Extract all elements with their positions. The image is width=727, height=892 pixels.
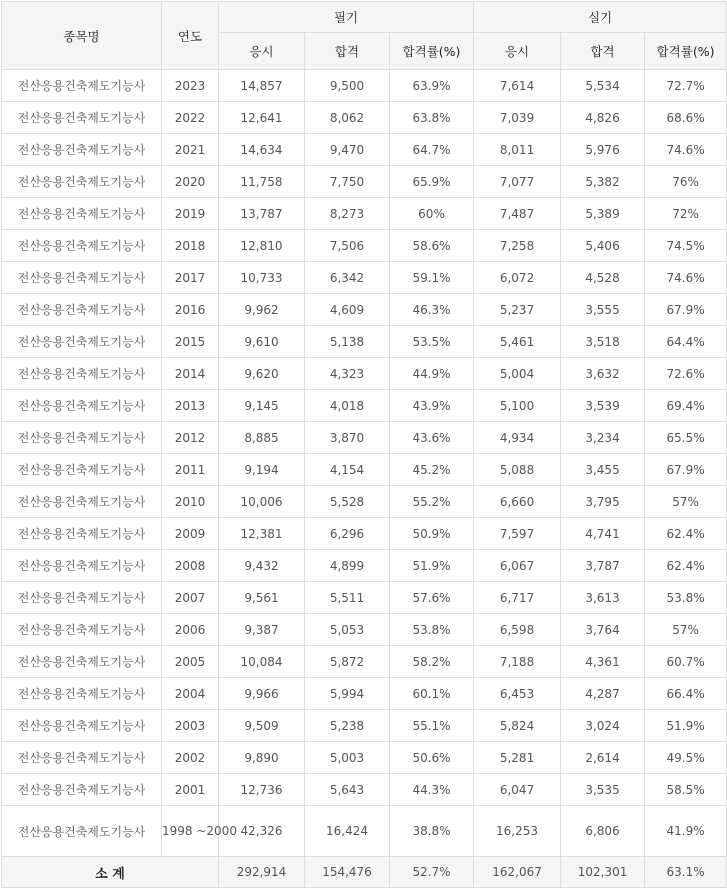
- cell-subject-name: 전산응용건축제도기능사: [2, 134, 162, 166]
- cell-year: 1998 ~2000: [162, 806, 219, 857]
- cell-written-applicants: 9,890: [219, 742, 305, 774]
- cell-written-passed: 5,528: [305, 486, 390, 518]
- cell-practical-rate: 66.4%: [645, 678, 727, 710]
- cell-written-applicants: 12,381: [219, 518, 305, 550]
- cell-practical-applicants: 6,660: [474, 486, 561, 518]
- cell-subject-name: 전산응용건축제도기능사: [2, 582, 162, 614]
- cell-practical-applicants: 16,253: [474, 806, 561, 857]
- table-row: [2, 550, 727, 582]
- cell-practical-rate: 41.9%: [645, 806, 727, 857]
- header-practical-passed: 합격: [561, 33, 645, 70]
- cell-written-applicants: 9,194: [219, 454, 305, 486]
- cell-written-rate: 46.3%: [390, 294, 474, 326]
- cell-subject-name: 전산응용건축제도기능사: [2, 70, 162, 102]
- cell-subject-name: 전산응용건축제도기능사: [2, 326, 162, 358]
- cell-written-applicants: 14,634: [219, 134, 305, 166]
- cell-practical-applicants: 6,072: [474, 262, 561, 294]
- cell-subject-name: 전산응용건축제도기능사: [2, 230, 162, 262]
- cell-practical-passed: 3,024: [561, 710, 645, 742]
- cell-written-passed: 8,273: [305, 198, 390, 230]
- cell-practical-rate: 67.9%: [645, 294, 727, 326]
- cell-practical-passed: 3,539: [561, 390, 645, 422]
- cell-practical-rate: 62.4%: [645, 518, 727, 550]
- cell-written-rate: 58.2%: [390, 646, 474, 678]
- cell-subject-name: 전산응용건축제도기능사: [2, 710, 162, 742]
- cell-written-passed: 4,018: [305, 390, 390, 422]
- cell-practical-applicants: 5,281: [474, 742, 561, 774]
- table-row: [2, 710, 727, 742]
- cell-year: 2007: [162, 582, 219, 614]
- cell-practical-applicants: 8,011: [474, 134, 561, 166]
- cell-practical-rate: 69.4%: [645, 390, 727, 422]
- cell-practical-applicants: 7,188: [474, 646, 561, 678]
- cell-practical-passed: 3,234: [561, 422, 645, 454]
- cell-written-applicants: 9,962: [219, 294, 305, 326]
- cell-year: 2020: [162, 166, 219, 198]
- cell-practical-rate: 76%: [645, 166, 727, 198]
- cell-practical-applicants: 4,934: [474, 422, 561, 454]
- cell-practical-rate: 74.6%: [645, 262, 727, 294]
- cell-written-applicants: 9,620: [219, 358, 305, 390]
- cell-written-applicants: 9,387: [219, 614, 305, 646]
- cell-practical-rate: 62.4%: [645, 550, 727, 582]
- cell-practical-applicants: 6,047: [474, 774, 561, 806]
- cell-practical-passed: 3,764: [561, 614, 645, 646]
- cell-practical-applicants: 6,453: [474, 678, 561, 710]
- table-row: [2, 678, 727, 710]
- header-subject: 종목명: [2, 2, 162, 70]
- table-row: [2, 486, 727, 518]
- cell-practical-passed: 4,528: [561, 262, 645, 294]
- total-label: 소 계: [2, 857, 219, 888]
- cell-written-applicants: 9,561: [219, 582, 305, 614]
- cell-written-passed: 6,296: [305, 518, 390, 550]
- cell-written-rate: 60.1%: [390, 678, 474, 710]
- cell-written-passed: 3,870: [305, 422, 390, 454]
- cell-written-passed: 5,003: [305, 742, 390, 774]
- cell-written-applicants: 42,326: [219, 806, 305, 857]
- table-row: [2, 742, 727, 774]
- cell-subject-name: 전산응용건축제도기능사: [2, 262, 162, 294]
- cell-written-applicants: 9,432: [219, 550, 305, 582]
- cell-subject-name: 전산응용건축제도기능사: [2, 614, 162, 646]
- table-row: [2, 198, 727, 230]
- cell-written-applicants: 10,733: [219, 262, 305, 294]
- cell-written-applicants: 11,758: [219, 166, 305, 198]
- cell-practical-rate: 72.6%: [645, 358, 727, 390]
- table-row: [2, 166, 727, 198]
- cell-written-rate: 65.9%: [390, 166, 474, 198]
- cell-subject-name: 전산응용건축제도기능사: [2, 550, 162, 582]
- cell-written-rate: 63.8%: [390, 102, 474, 134]
- table-row: [2, 614, 727, 646]
- cell-written-rate: 57.6%: [390, 582, 474, 614]
- cell-practical-applicants: 7,614: [474, 70, 561, 102]
- cell-practical-applicants: 6,067: [474, 550, 561, 582]
- cell-written-passed: 4,899: [305, 550, 390, 582]
- cell-practical-rate: 57%: [645, 614, 727, 646]
- cell-subject-name: 전산응용건축제도기능사: [2, 678, 162, 710]
- cell-written-applicants: 12,736: [219, 774, 305, 806]
- cell-written-rate: 59.1%: [390, 262, 474, 294]
- cell-written-applicants: 12,641: [219, 102, 305, 134]
- total-written-passed: 154,476: [305, 857, 390, 888]
- cell-written-rate: 43.9%: [390, 390, 474, 422]
- cell-practical-passed: 3,787: [561, 550, 645, 582]
- cell-year: 2019: [162, 198, 219, 230]
- cell-subject-name: 전산응용건축제도기능사: [2, 166, 162, 198]
- cell-subject-name: 전산응용건축제도기능사: [2, 422, 162, 454]
- cell-practical-passed: 3,632: [561, 358, 645, 390]
- cell-practical-passed: 5,382: [561, 166, 645, 198]
- cell-practical-passed: 3,555: [561, 294, 645, 326]
- cell-written-rate: 45.2%: [390, 454, 474, 486]
- cell-practical-applicants: 5,004: [474, 358, 561, 390]
- header-written-rate: 합격률(%): [390, 33, 474, 70]
- cell-written-rate: 58.6%: [390, 230, 474, 262]
- cell-practical-passed: 3,795: [561, 486, 645, 518]
- cell-written-passed: 4,323: [305, 358, 390, 390]
- cell-practical-passed: 4,287: [561, 678, 645, 710]
- cell-written-applicants: 10,006: [219, 486, 305, 518]
- cell-year: 2009: [162, 518, 219, 550]
- cell-year: 2015: [162, 326, 219, 358]
- cell-practical-applicants: 6,717: [474, 582, 561, 614]
- cell-written-passed: 5,238: [305, 710, 390, 742]
- cell-practical-passed: 2,614: [561, 742, 645, 774]
- total-practical-rate: 63.1%: [645, 857, 727, 888]
- cell-practical-passed: 3,518: [561, 326, 645, 358]
- table-row: [2, 646, 727, 678]
- cell-subject-name: 전산응용건축제도기능사: [2, 198, 162, 230]
- cell-practical-passed: 5,389: [561, 198, 645, 230]
- cell-written-rate: 38.8%: [390, 806, 474, 857]
- cell-year: 2013: [162, 390, 219, 422]
- cell-written-rate: 53.5%: [390, 326, 474, 358]
- cell-practical-applicants: 5,237: [474, 294, 561, 326]
- table-row: [2, 70, 727, 102]
- cell-year: 2014: [162, 358, 219, 390]
- cell-practical-rate: 51.9%: [645, 710, 727, 742]
- cell-written-rate: 53.8%: [390, 614, 474, 646]
- cell-year: 2003: [162, 710, 219, 742]
- cell-practical-rate: 72.7%: [645, 70, 727, 102]
- cell-written-applicants: 13,787: [219, 198, 305, 230]
- cell-written-passed: 5,643: [305, 774, 390, 806]
- table-row: [2, 326, 727, 358]
- cell-year: 2022: [162, 102, 219, 134]
- cell-written-passed: 5,138: [305, 326, 390, 358]
- pass-rate-table: [1, 1, 727, 888]
- cell-written-rate: 44.3%: [390, 774, 474, 806]
- cell-practical-applicants: 7,597: [474, 518, 561, 550]
- cell-written-rate: 51.9%: [390, 550, 474, 582]
- cell-written-passed: 4,609: [305, 294, 390, 326]
- cell-written-applicants: 9,145: [219, 390, 305, 422]
- cell-practical-passed: 5,406: [561, 230, 645, 262]
- cell-written-passed: 5,053: [305, 614, 390, 646]
- cell-subject-name: 전산응용건축제도기능사: [2, 486, 162, 518]
- cell-written-rate: 44.9%: [390, 358, 474, 390]
- cell-written-applicants: 12,810: [219, 230, 305, 262]
- table-row: [2, 774, 727, 806]
- table-row: [2, 518, 727, 550]
- total-practical-applicants: 162,067: [474, 857, 561, 888]
- cell-written-rate: 50.9%: [390, 518, 474, 550]
- cell-written-applicants: 8,885: [219, 422, 305, 454]
- total-practical-passed: 102,301: [561, 857, 645, 888]
- header-practical-rate: 합격률(%): [645, 33, 727, 70]
- total-written-rate: 52.7%: [390, 857, 474, 888]
- cell-written-rate: 55.1%: [390, 710, 474, 742]
- cell-practical-applicants: 7,077: [474, 166, 561, 198]
- cell-practical-passed: 3,613: [561, 582, 645, 614]
- cell-practical-rate: 72%: [645, 198, 727, 230]
- cell-practical-rate: 60.7%: [645, 646, 727, 678]
- table-row: [2, 422, 727, 454]
- cell-practical-passed: 6,806: [561, 806, 645, 857]
- cell-written-passed: 5,872: [305, 646, 390, 678]
- cell-subject-name: 전산응용건축제도기능사: [2, 646, 162, 678]
- cell-written-passed: 9,470: [305, 134, 390, 166]
- cell-practical-rate: 67.9%: [645, 454, 727, 486]
- cell-practical-passed: 4,741: [561, 518, 645, 550]
- cell-year: 2006: [162, 614, 219, 646]
- table-row: [2, 294, 727, 326]
- cell-year: 2023: [162, 70, 219, 102]
- cell-practical-applicants: 6,598: [474, 614, 561, 646]
- table-row: [2, 582, 727, 614]
- cell-subject-name: 전산응용건축제도기능사: [2, 454, 162, 486]
- table-row: [2, 262, 727, 294]
- cell-year: 2021: [162, 134, 219, 166]
- table-row: [2, 454, 727, 486]
- header-row-top: [2, 2, 727, 33]
- cell-practical-applicants: 7,258: [474, 230, 561, 262]
- cell-written-passed: 7,506: [305, 230, 390, 262]
- cell-practical-rate: 68.6%: [645, 102, 727, 134]
- header-practical: 실기: [474, 2, 727, 33]
- cell-practical-passed: 5,534: [561, 70, 645, 102]
- header-year: 연도: [162, 2, 219, 70]
- cell-year: 2002: [162, 742, 219, 774]
- cell-subject-name: 전산응용건축제도기능사: [2, 358, 162, 390]
- cell-practical-applicants: 5,088: [474, 454, 561, 486]
- cell-year: 2011: [162, 454, 219, 486]
- cell-practical-passed: 3,455: [561, 454, 645, 486]
- cell-year: 2016: [162, 294, 219, 326]
- cell-practical-applicants: 7,039: [474, 102, 561, 134]
- cell-year: 2017: [162, 262, 219, 294]
- cell-written-rate: 55.2%: [390, 486, 474, 518]
- table-row: [2, 230, 727, 262]
- header-written-applicants: 응시: [219, 33, 305, 70]
- cell-practical-applicants: 5,824: [474, 710, 561, 742]
- cell-written-applicants: 14,857: [219, 70, 305, 102]
- cell-subject-name: 전산응용건축제도기능사: [2, 518, 162, 550]
- cell-subject-name: 전산응용건축제도기능사: [2, 774, 162, 806]
- cell-practical-applicants: 7,487: [474, 198, 561, 230]
- cell-practical-passed: 4,361: [561, 646, 645, 678]
- cell-year: 2012: [162, 422, 219, 454]
- cell-written-rate: 63.9%: [390, 70, 474, 102]
- cell-year: 2001: [162, 774, 219, 806]
- total-written-applicants: 292,914: [219, 857, 305, 888]
- cell-year: 2005: [162, 646, 219, 678]
- cell-year: 2010: [162, 486, 219, 518]
- table-body: [2, 70, 727, 857]
- cell-practical-rate: 58.5%: [645, 774, 727, 806]
- cell-year: 2004: [162, 678, 219, 710]
- table-row: [2, 806, 727, 857]
- cell-written-passed: 4,154: [305, 454, 390, 486]
- cell-written-rate: 60%: [390, 198, 474, 230]
- cell-written-applicants: 10,084: [219, 646, 305, 678]
- cell-written-passed: 16,424: [305, 806, 390, 857]
- cell-practical-passed: 4,826: [561, 102, 645, 134]
- cell-written-rate: 43.6%: [390, 422, 474, 454]
- table-row: [2, 358, 727, 390]
- cell-year: 2018: [162, 230, 219, 262]
- cell-practical-rate: 49.5%: [645, 742, 727, 774]
- cell-written-applicants: 9,610: [219, 326, 305, 358]
- cell-written-passed: 8,062: [305, 102, 390, 134]
- cell-practical-passed: 5,976: [561, 134, 645, 166]
- cell-written-applicants: 9,966: [219, 678, 305, 710]
- cell-subject-name: 전산응용건축제도기능사: [2, 102, 162, 134]
- cell-practical-passed: 3,535: [561, 774, 645, 806]
- cell-written-applicants: 9,509: [219, 710, 305, 742]
- total-row: [2, 857, 727, 888]
- cell-practical-applicants: 5,100: [474, 390, 561, 422]
- cell-written-passed: 5,511: [305, 582, 390, 614]
- cell-practical-rate: 64.4%: [645, 326, 727, 358]
- cell-written-rate: 64.7%: [390, 134, 474, 166]
- cell-practical-rate: 57%: [645, 486, 727, 518]
- header-practical-applicants: 응시: [474, 33, 561, 70]
- cell-practical-applicants: 5,461: [474, 326, 561, 358]
- cell-practical-rate: 74.5%: [645, 230, 727, 262]
- cell-written-rate: 50.6%: [390, 742, 474, 774]
- cell-practical-rate: 65.5%: [645, 422, 727, 454]
- header-written-passed: 합격: [305, 33, 390, 70]
- table-row: [2, 134, 727, 166]
- cell-practical-rate: 74.6%: [645, 134, 727, 166]
- cell-written-passed: 5,994: [305, 678, 390, 710]
- cell-subject-name: 전산응용건축제도기능사: [2, 806, 162, 857]
- cell-year: 2008: [162, 550, 219, 582]
- cell-subject-name: 전산응용건축제도기능사: [2, 294, 162, 326]
- table-row: [2, 390, 727, 422]
- table-row: [2, 102, 727, 134]
- cell-written-passed: 6,342: [305, 262, 390, 294]
- cell-practical-rate: 53.8%: [645, 582, 727, 614]
- cell-subject-name: 전산응용건축제도기능사: [2, 742, 162, 774]
- header-written: 필기: [219, 2, 474, 33]
- cell-subject-name: 전산응용건축제도기능사: [2, 390, 162, 422]
- cell-written-passed: 9,500: [305, 70, 390, 102]
- cell-written-passed: 7,750: [305, 166, 390, 198]
